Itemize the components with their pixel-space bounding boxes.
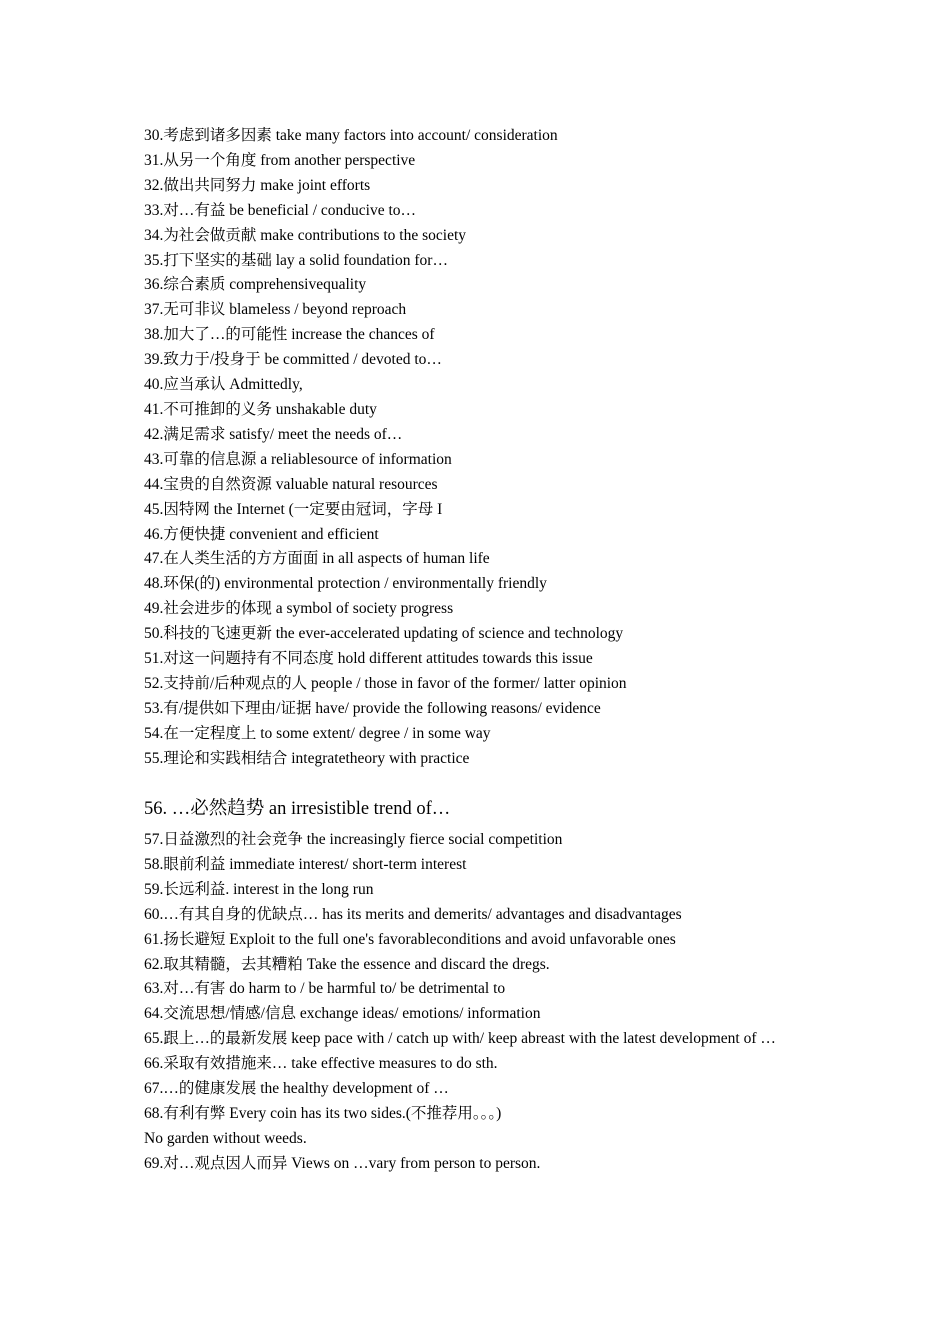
phrase-item-57: 57.日益激烈的社会竞争 the increasingly fierce social competition <box>144 831 563 848</box>
phrase-list-57-69 <box>144 828 824 1177</box>
phrase-item-49: 49.社会进步的体现 a symbol of society progress <box>144 600 454 618</box>
phrase-item-35: 35.打下坚实的基础 lay a solid foundation for… <box>144 251 448 269</box>
phrase-heading-56: 56. …必然趋势 an irresistible trend of… <box>144 799 451 819</box>
phrase-item-42: 42.满足需求 satisfy/ meet the needs of… <box>144 425 403 443</box>
phrase-item-45: 45.因特网 the Internet (一定要由冠词，字母 I <box>144 500 443 518</box>
phrase-item-68: 68.有利有弊 Every coin has its two sides.(不推荐用。。。) <box>144 1104 502 1122</box>
phrase-item-62: 62.取其精髓，去其糟粕 Take the essence and discard the dregs. <box>144 955 550 973</box>
phrase-item-48: 48.环保(的) environmental protection / environmentally friendly <box>144 575 547 593</box>
phrase-item-31: 31.从另一个角度 from another perspective <box>144 151 416 169</box>
phrase-list-30-55 <box>144 124 824 772</box>
phrase-item-64: 64.交流思想/情感/信息 exchange ideas/ emotions/ information <box>144 1005 541 1023</box>
phrase-item-68-continued: No garden without weeds. <box>144 1129 307 1147</box>
phrase-item-67: 67.…的健康发展 the healthy development of … <box>144 1080 449 1098</box>
phrase-item-37: 37.无可非议 blameless / beyond reproach <box>144 301 407 319</box>
phrase-item-58: 58.眼前利益 immediate interest/ short-term interest <box>144 855 467 873</box>
phrase-item-66: 66.采取有效措施来… take effective measures to do sth. <box>144 1055 498 1073</box>
phrase-item-69: 69.对…观点因人而异 Views on …vary from person to person. <box>144 1154 541 1172</box>
phrase-item-36: 36.综合素质 comprehensivequality <box>144 276 367 294</box>
phrase-item-41: 41.不可推卸的义务 unshakable duty <box>144 400 377 418</box>
phrase-item-65: 65.跟上…的最新发展 keep pace with / catch up with/ keep abreast with the latest development of … <box>144 1030 776 1048</box>
phrase-item-59: 59.长远利益. interest in the long run <box>144 880 374 898</box>
phrase-item-34: 34.为社会做贡献 make contributions to the society <box>144 226 467 244</box>
phrase-item-50: 50.科技的飞速更新 the ever-accelerated updating of science and technology <box>144 625 624 643</box>
phrase-item-44: 44.宝贵的自然资源 valuable natural resources <box>144 475 438 493</box>
phrase-item-60: 60.…有其自身的优缺点… has its merits and demerits/ advantages and disadvantages <box>144 905 682 923</box>
phrase-item-63: 63.对…有害 do harm to / be harmful to/ be detrimental to <box>144 980 506 998</box>
phrase-item-39: 39.致力于/投身于 be committed / devoted to… <box>144 351 442 369</box>
phrase-item-46: 46.方便快捷 convenient and efficient <box>144 525 379 543</box>
phrase-item-32: 32.做出共同努力 make joint efforts <box>144 176 371 194</box>
phrase-item-51: 51.对这一问题持有不同态度 hold different attitudes towards this issue <box>144 650 593 668</box>
phrase-item-38: 38.加大了…的可能性 increase the chances of <box>144 326 435 344</box>
phrase-item-55: 55.理论和实践相结合 integratetheory with practice <box>144 749 470 767</box>
phrase-item-33: 33.对…有益 be beneficial / conducive to… <box>144 201 417 219</box>
phrase-item-54: 54.在一定程度上 to some extent/ degree / in some way <box>144 724 491 742</box>
phrase-item-30: 30.考虑到诸多因素 take many factors into account/ consideration <box>144 127 558 144</box>
phrase-item-52: 52.支持前/后种观点的人 people / those in favor of the former/ latter opinion <box>144 674 627 692</box>
phrase-item-40: 40.应当承认 Admittedly, <box>144 376 303 394</box>
phrase-item-53: 53.有/提供如下理由/证据 have/ provide the following reasons/ evidence <box>144 699 601 717</box>
phrase-item-47: 47.在人类生活的方方面面 in all aspects of human life <box>144 550 490 568</box>
phrase-item-61: 61.扬长避短 Exploit to the full one's favorableconditions and avoid unfavorable ones <box>144 930 676 948</box>
phrase-item-43: 43.可靠的信息源 a reliablesource of information <box>144 450 452 468</box>
